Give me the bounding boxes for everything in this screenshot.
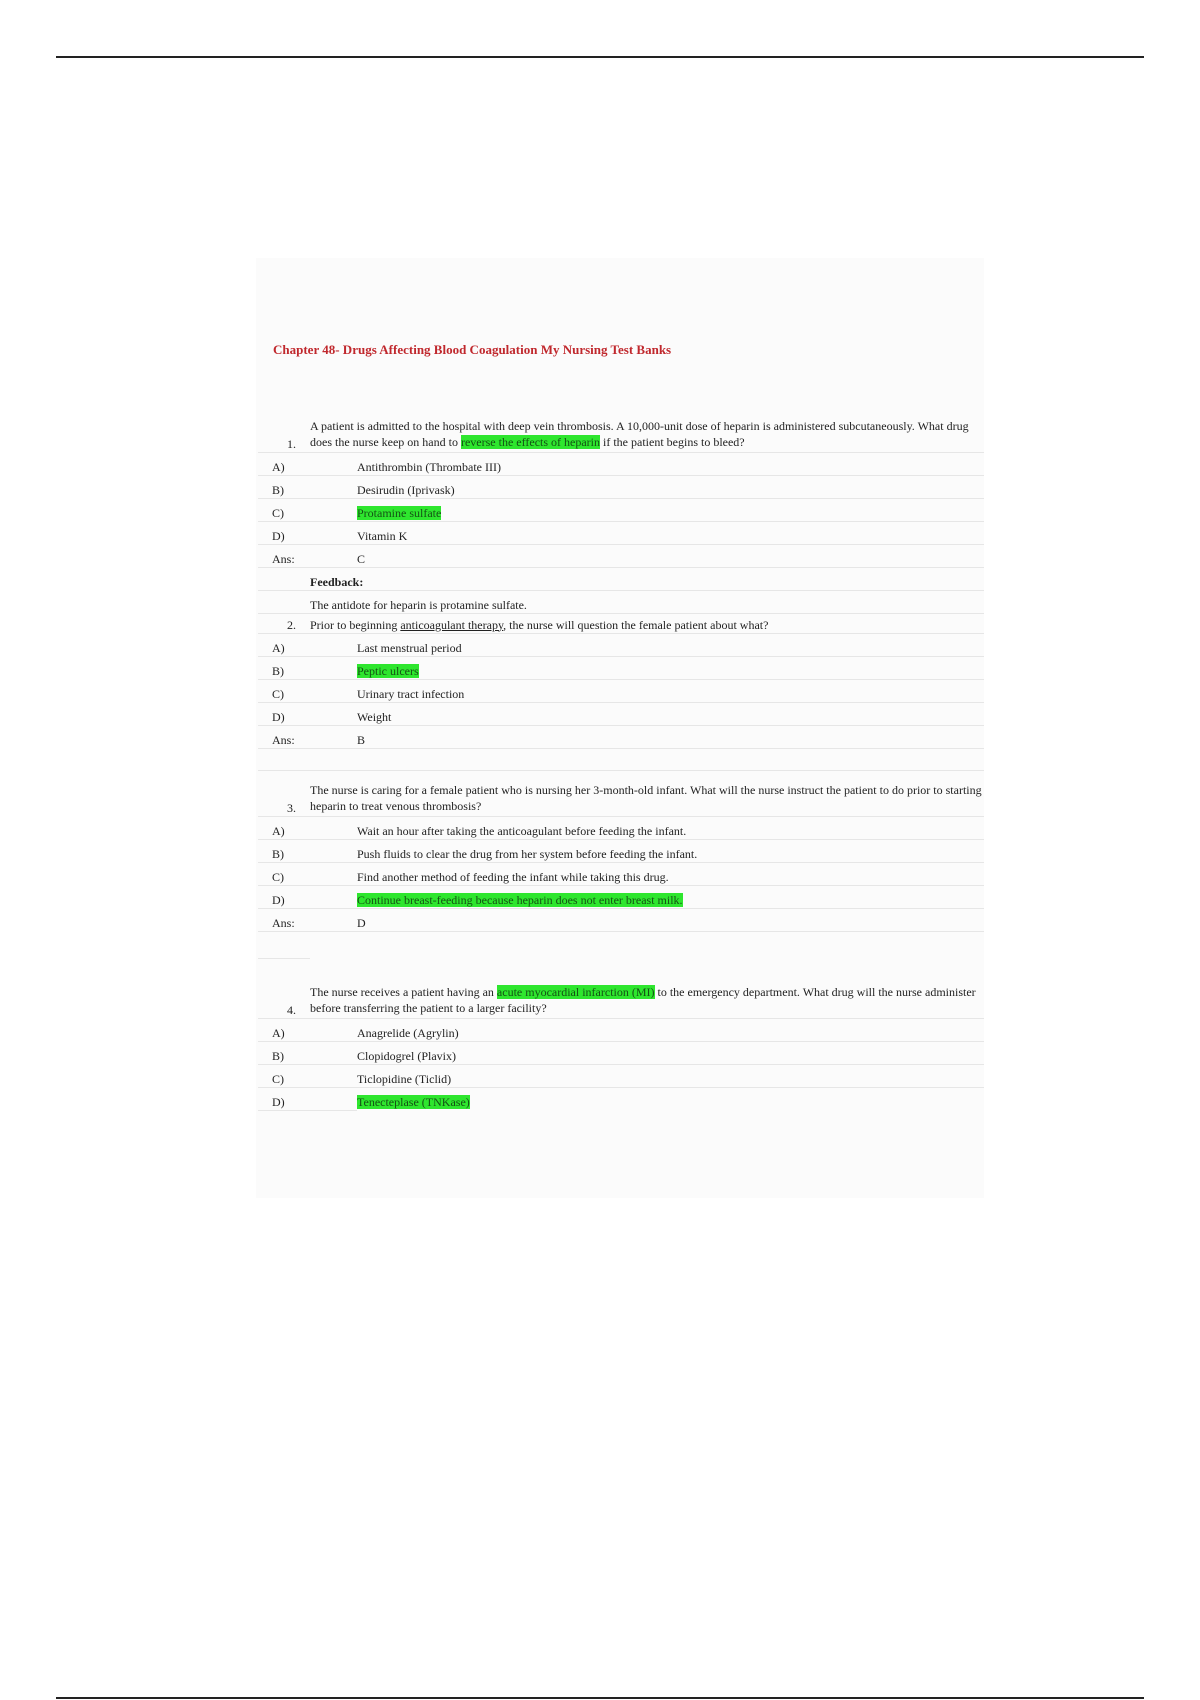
option-row <box>258 839 984 862</box>
option-row <box>258 1041 984 1064</box>
question-2 <box>258 610 984 771</box>
option-row <box>258 475 984 498</box>
question-row <box>258 778 984 816</box>
answer-row <box>258 908 984 931</box>
option-row <box>258 633 984 656</box>
question-number: 4. <box>258 980 310 1018</box>
divider <box>258 958 310 959</box>
option-label: C) <box>258 1064 310 1087</box>
option-row <box>258 862 984 885</box>
option-text: Ticlopidine (Ticlid) <box>357 1064 984 1087</box>
question-text: The nurse is caring for a female patient who is nursing her 3-month-old infant. What will the nurse instruct the patient to do prior to starting heparin to treat venous thrombosis? <box>310 778 984 816</box>
question-text-part: The nurse receives a patient having an <box>310 984 497 999</box>
option-row <box>258 498 984 521</box>
answer-value: B <box>357 725 984 748</box>
highlighted-text: reverse the effects of heparin <box>460 434 601 449</box>
question-number: 2. <box>258 610 310 633</box>
option-label: B) <box>258 1041 310 1064</box>
highlighted-answer: Protamine sulfate <box>357 505 442 520</box>
option-label: B) <box>258 475 310 498</box>
option-text: Vitamin K <box>357 521 984 544</box>
option-text: Antithrombin (Thrombate III) <box>357 452 984 475</box>
option-text <box>357 885 984 908</box>
question-text-part: if the patient begins to bleed? <box>600 434 745 449</box>
question-text <box>310 396 984 452</box>
question-text-part: A patient is admitted to the hospital with deep vein thrombosis. A 10,000-unit dose of heparin is administered subcutaneously. What drug does the nurse keep on hand to <box>310 418 969 449</box>
highlighted-answer: Peptic ulcers <box>357 663 419 678</box>
feedback-label-row <box>258 567 984 590</box>
question-text-part: , the nurse will question the female patient about what? <box>503 617 769 632</box>
underlined-text: anticoagulant therapy <box>400 617 504 632</box>
question-text <box>310 610 984 633</box>
option-row <box>258 1064 984 1087</box>
question-number: 1. <box>258 396 310 452</box>
option-label: B) <box>258 839 310 862</box>
document-page <box>256 258 984 1198</box>
option-label: B) <box>258 656 310 679</box>
option-row <box>258 679 984 702</box>
answer-row <box>258 725 984 748</box>
question-3 <box>258 778 984 932</box>
option-label: D) <box>258 885 310 908</box>
question-number: 3. <box>258 778 310 816</box>
option-label: D) <box>258 521 310 544</box>
question-text-part: to the emergency department. What drug will the nurse administer before transferring the patient to a larger facility? <box>310 984 976 1015</box>
bottom-rule <box>56 1697 1144 1699</box>
feedback-label: Feedback: <box>310 567 984 590</box>
option-row <box>258 521 984 544</box>
highlighted-text: acute myocardial infarction (MI) <box>496 984 655 999</box>
highlighted-answer: Continue breast-feeding because heparin does not enter breast milk. <box>357 892 683 907</box>
option-label: C) <box>258 498 310 521</box>
feedback-text: The antidote for heparin is protamine sulfate. <box>310 590 984 613</box>
highlighted-answer: Tenecteplase (TNKase) <box>357 1095 470 1109</box>
option-row <box>258 885 984 908</box>
option-row <box>258 656 984 679</box>
option-row <box>258 452 984 475</box>
answer-label: Ans: <box>258 908 310 931</box>
option-row <box>258 1018 984 1041</box>
option-text: Clopidogrel (Plavix) <box>357 1041 984 1064</box>
option-text: Urinary tract infection <box>357 679 984 702</box>
option-text: Find another method of feeding the infant while taking this drug. <box>357 862 984 885</box>
answer-label: Ans: <box>258 544 310 567</box>
spacer-row <box>258 748 984 770</box>
top-rule <box>56 56 1144 58</box>
question-text-part: Prior to beginning <box>310 617 401 632</box>
answer-label: Ans: <box>258 725 310 748</box>
question-4 <box>258 980 984 1111</box>
option-label: A) <box>258 1018 310 1041</box>
option-label: C) <box>258 679 310 702</box>
option-row <box>258 816 984 839</box>
option-text: Weight <box>357 702 984 725</box>
option-text: Last menstrual period <box>357 633 984 656</box>
option-row <box>258 1087 984 1110</box>
page-title: Chapter 48- Drugs Affecting Blood Coagulation My Nursing Test Banks <box>273 342 672 357</box>
option-text <box>357 498 984 521</box>
answer-value: C <box>357 544 984 567</box>
option-text: Anagrelide (Agrylin) <box>357 1018 984 1041</box>
option-label: D) <box>258 702 310 725</box>
question-text <box>310 980 984 1018</box>
option-row <box>258 702 984 725</box>
question-row <box>258 610 984 633</box>
option-text: Push fluids to clear the drug from her system before feeding the infant. <box>357 839 984 862</box>
option-label: C) <box>258 862 310 885</box>
option-label: D) <box>258 1087 310 1110</box>
question-row <box>258 980 984 1018</box>
question-1 <box>258 396 984 614</box>
option-text <box>357 656 984 679</box>
option-label: A) <box>258 633 310 656</box>
option-text <box>357 1087 984 1110</box>
answer-value: D <box>357 908 984 931</box>
option-label: A) <box>258 452 310 475</box>
option-label: A) <box>258 816 310 839</box>
answer-row <box>258 544 984 567</box>
option-text: Wait an hour after taking the anticoagulant before feeding the infant. <box>357 816 984 839</box>
question-row <box>258 396 984 452</box>
option-text: Desirudin (Iprivask) <box>357 475 984 498</box>
